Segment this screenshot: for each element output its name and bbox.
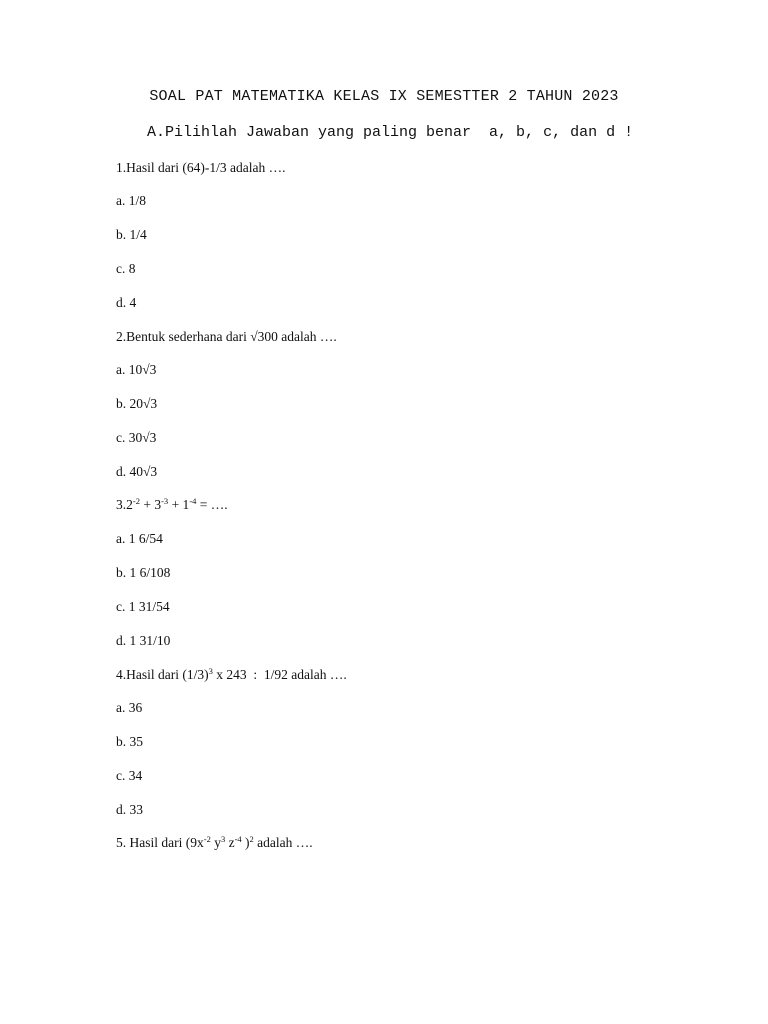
option-3c: c. 1 31/54 — [116, 599, 170, 614]
exponent: -2 — [203, 834, 211, 844]
question-number: 1. — [116, 160, 127, 175]
expression-part: ) — [241, 835, 250, 850]
expression-part: Hasil dari (1/3) — [126, 667, 209, 682]
document-title: SOAL PAT MATEMATIKA KELAS IX SEMESTTER 2 TAHUN 2023 — [149, 88, 619, 105]
question-number: 5. — [116, 835, 127, 850]
exponent: -3 — [161, 496, 169, 506]
option-4c: c. 34 — [116, 768, 143, 783]
option-1c: c. 8 — [116, 261, 136, 276]
option-1a: a. 1/8 — [116, 193, 146, 208]
option-4b: b. 35 — [116, 734, 143, 749]
exponent: -4 — [189, 496, 197, 506]
question-2 — [116, 329, 337, 345]
option-3d: d. 1 31/10 — [116, 633, 171, 648]
question-5 — [116, 835, 313, 851]
option-3a: a. 1 6/54 — [116, 531, 163, 546]
expression-part: adalah …. — [253, 835, 313, 850]
expression-part: Hasil dari (9x — [126, 835, 204, 850]
expression-part: y — [210, 835, 221, 850]
option-1b: b. 1/4 — [116, 227, 147, 242]
option-4d: d. 33 — [116, 802, 143, 817]
question-1 — [116, 160, 285, 176]
question-3 — [116, 497, 228, 513]
expression-part: z — [225, 835, 235, 850]
exponent: 3 — [208, 666, 213, 676]
question-number: 3. — [116, 497, 127, 512]
option-2c: c. 30√3 — [116, 430, 157, 445]
expression-part: 2 — [126, 497, 133, 512]
question-text: Bentuk sederhana dari √300 adalah …. — [126, 329, 337, 344]
question-4 — [116, 667, 347, 683]
question-text: Hasil dari (64)-1/3 adalah …. — [126, 160, 286, 175]
option-2d: d. 40√3 — [116, 464, 158, 479]
question-number: 4. — [116, 667, 127, 682]
option-2a: a. 10√3 — [116, 362, 157, 377]
option-4a: a. 36 — [116, 700, 143, 715]
exponent: 2 — [249, 834, 254, 844]
expression-part: + 1 — [168, 497, 190, 512]
option-3b: b. 1 6/108 — [116, 565, 171, 580]
question-number: 2. — [116, 329, 127, 344]
option-1d: d. 4 — [116, 295, 137, 310]
expression-part: + 3 — [139, 497, 162, 512]
instruction-heading: A.Pilihlah Jawaban yang paling benar a, b, c, dan d ! — [147, 124, 634, 141]
expression-part: x 243 : 1/92 adalah …. — [212, 667, 347, 682]
expression-part: = …. — [196, 497, 228, 512]
exponent: -2 — [132, 496, 140, 506]
exponent: 3 — [220, 834, 226, 844]
option-2b: b. 20√3 — [116, 396, 158, 411]
exponent: -4 — [234, 834, 242, 844]
